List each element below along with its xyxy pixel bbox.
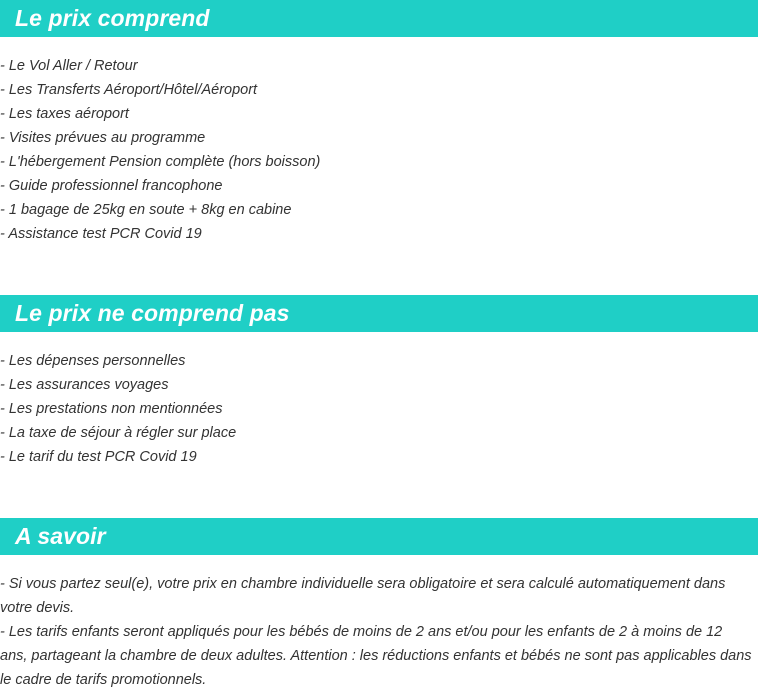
list-item: - Le Vol Aller / Retour <box>0 58 138 74</box>
section-title: Le prix comprend <box>15 5 210 31</box>
list-item: - 1 bagage de 25kg en soute + 8kg en cabine <box>0 202 292 218</box>
list-item: - Visites prévues au programme <box>0 130 206 146</box>
section-good-to-know <box>0 518 758 692</box>
info-paragraph: - Les tarifs enfants seront appliqués pour les bébés de moins de 2 ans et/ou pour les enfants de 2 à moins de 12 ans, partageant la chambre de deux adultes. Attention : les réductions enfants et bébés ne sont pas applicables dans le cadre de tarifs promotionnels. <box>0 624 752 688</box>
list-item: - Les prestations non mentionnées <box>0 401 223 417</box>
not-included-list <box>0 349 758 469</box>
list-item: - Assistance test PCR Covid 19 <box>0 226 202 242</box>
list-item: - Les dépenses personnelles <box>0 353 186 369</box>
section-not-included <box>0 295 758 469</box>
section-header <box>0 518 758 555</box>
included-list <box>0 54 758 246</box>
list-item: - Le tarif du test PCR Covid 19 <box>0 449 197 465</box>
good-to-know-body <box>0 572 758 692</box>
list-item: - Les taxes aéroport <box>0 106 129 122</box>
list-item: - Les assurances voyages <box>0 377 169 393</box>
list-item: - L'hébergement Pension complète (hors boisson) <box>0 154 321 170</box>
list-item: - La taxe de séjour à régler sur place <box>0 425 237 441</box>
section-included <box>0 0 758 246</box>
section-title: Le prix ne comprend pas <box>15 300 290 326</box>
section-title: A savoir <box>15 523 106 549</box>
section-header <box>0 0 758 37</box>
info-paragraph: - Si vous partez seul(e), votre prix en chambre individuelle sera obligatoire et sera calculé automatiquement dans votre devis. <box>0 576 726 616</box>
section-header <box>0 295 758 332</box>
list-item: - Les Transferts Aéroport/Hôtel/Aéroport <box>0 82 258 98</box>
list-item: - Guide professionnel francophone <box>0 178 223 194</box>
